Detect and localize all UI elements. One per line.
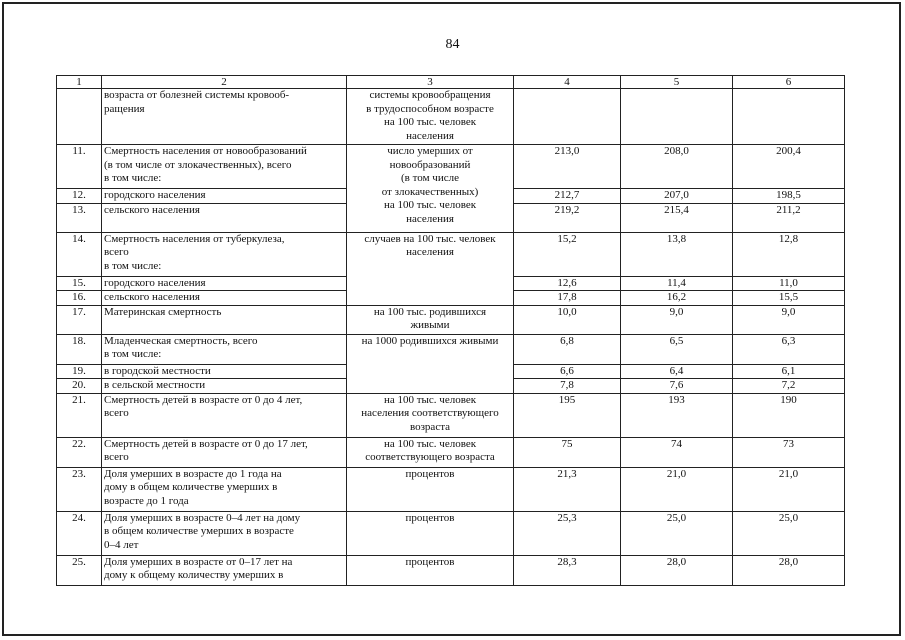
value-col4: 15,2	[514, 232, 621, 276]
table-row	[57, 145, 845, 189]
unit-of-measure: на 100 тыс. человек населения соответствующего возраста	[347, 393, 514, 437]
column-header: 3	[347, 76, 514, 89]
value-col6: 6,1	[733, 364, 845, 379]
indicator-name: Материнская смертность	[102, 305, 347, 334]
value-col6: 211,2	[733, 203, 845, 232]
indicator-name: Смертность детей в возрасте от 0 до 4 лет, всего	[102, 393, 347, 437]
value-col5: 16,2	[621, 291, 733, 306]
value-col4: 75	[514, 437, 621, 467]
row-number: 11.	[57, 145, 102, 189]
row-number: 22.	[57, 437, 102, 467]
table-row	[57, 467, 845, 511]
table-row	[57, 393, 845, 437]
row-number: 17.	[57, 305, 102, 334]
value-col5: 25,0	[621, 511, 733, 555]
statistics-table	[56, 75, 845, 586]
value-col6: 7,2	[733, 379, 845, 394]
row-number: 16.	[57, 291, 102, 306]
value-col6: 6,3	[733, 334, 845, 364]
value-col4: 12,6	[514, 276, 621, 291]
row-number: 19.	[57, 364, 102, 379]
column-header: 1	[57, 76, 102, 89]
column-header: 2	[102, 76, 347, 89]
value-col5: 6,4	[621, 364, 733, 379]
value-col5: 74	[621, 437, 733, 467]
unit-of-measure: на 1000 родившихся живыми	[347, 334, 514, 393]
row-number: 12.	[57, 189, 102, 204]
table-row	[57, 511, 845, 555]
value-col4: 6,8	[514, 334, 621, 364]
indicator-name: Доля умерших в возрасте 0–4 лет на дому в общем количестве умерших в возрасте 0–4 лет	[102, 511, 347, 555]
value-col4: 212,7	[514, 189, 621, 204]
value-col5: 9,0	[621, 305, 733, 334]
table-row	[57, 437, 845, 467]
value-col4: 195	[514, 393, 621, 437]
indicator-name: сельского населения	[102, 291, 347, 306]
value-col6	[733, 89, 845, 145]
value-col6: 190	[733, 393, 845, 437]
row-number: 14.	[57, 232, 102, 276]
value-col5: 215,4	[621, 203, 733, 232]
unit-of-measure: процентов	[347, 511, 514, 555]
value-col5: 207,0	[621, 189, 733, 204]
row-number: 25.	[57, 555, 102, 585]
value-col6: 28,0	[733, 555, 845, 585]
row-number: 18.	[57, 334, 102, 364]
indicator-name: городского населения	[102, 276, 347, 291]
indicator-name: Доля умерших в возрасте от 0–17 лет на дому к общему количеству умерших в	[102, 555, 347, 585]
table-row	[57, 334, 845, 364]
unit-of-measure: число умерших от новообразований (в том числе от злокачественных) на 100 тыс. человек населения	[347, 145, 514, 233]
column-header: 4	[514, 76, 621, 89]
value-col5: 21,0	[621, 467, 733, 511]
row-number: 20.	[57, 379, 102, 394]
value-col6: 9,0	[733, 305, 845, 334]
indicator-name: Смертность населения от новообразований (в том числе от злокачественных), всего в том числе:	[102, 145, 347, 189]
indicator-name: Доля умерших в возрасте до 1 года на дому в общем количестве умерших в возрасте до 1 года	[102, 467, 347, 511]
indicator-name: возраста от болезней системы кровооб- ращения	[102, 89, 347, 145]
column-header: 5	[621, 76, 733, 89]
value-col6: 21,0	[733, 467, 845, 511]
row-number: 15.	[57, 276, 102, 291]
value-col4: 17,8	[514, 291, 621, 306]
value-col6: 198,5	[733, 189, 845, 204]
value-col6: 12,8	[733, 232, 845, 276]
column-header: 6	[733, 76, 845, 89]
value-col4: 21,3	[514, 467, 621, 511]
table-row	[57, 89, 845, 145]
table-header-row	[57, 76, 845, 89]
value-col5: 193	[621, 393, 733, 437]
table-row	[57, 555, 845, 585]
page-number: 84	[445, 37, 460, 52]
row-number: 13.	[57, 203, 102, 232]
indicator-name: Младенческая смертность, всего в том числе:	[102, 334, 347, 364]
row-number: 23.	[57, 467, 102, 511]
value-col6: 11,0	[733, 276, 845, 291]
unit-of-measure: системы кровообращения в трудоспособном возрасте на 100 тыс. человек населения	[347, 89, 514, 145]
value-col6: 15,5	[733, 291, 845, 306]
value-col4: 28,3	[514, 555, 621, 585]
unit-of-measure: процентов	[347, 467, 514, 511]
value-col4: 25,3	[514, 511, 621, 555]
value-col4: 6,6	[514, 364, 621, 379]
value-col6: 73	[733, 437, 845, 467]
row-number: 21.	[57, 393, 102, 437]
unit-of-measure: процентов	[347, 555, 514, 585]
value-col5: 7,6	[621, 379, 733, 394]
indicator-name: в сельской местности	[102, 379, 347, 394]
indicator-name: городского населения	[102, 189, 347, 204]
value-col5: 208,0	[621, 145, 733, 189]
value-col5: 28,0	[621, 555, 733, 585]
indicator-name: Смертность детей в возрасте от 0 до 17 лет, всего	[102, 437, 347, 467]
table-row	[57, 232, 845, 276]
indicator-name: в городской местности	[102, 364, 347, 379]
indicator-name: Смертность населения от туберкулеза, всего в том числе:	[102, 232, 347, 276]
value-col5	[621, 89, 733, 145]
value-col6: 25,0	[733, 511, 845, 555]
value-col4	[514, 89, 621, 145]
value-col6: 200,4	[733, 145, 845, 189]
unit-of-measure: на 100 тыс. родившихся живыми	[347, 305, 514, 334]
value-col5: 11,4	[621, 276, 733, 291]
value-col5: 13,8	[621, 232, 733, 276]
indicator-name: сельского населения	[102, 203, 347, 232]
value-col4: 7,8	[514, 379, 621, 394]
table-row	[57, 305, 845, 334]
value-col5: 6,5	[621, 334, 733, 364]
value-col4: 219,2	[514, 203, 621, 232]
unit-of-measure: на 100 тыс. человек соответствующего возраста	[347, 437, 514, 467]
value-col4: 213,0	[514, 145, 621, 189]
row-number	[57, 89, 102, 145]
value-col4: 10,0	[514, 305, 621, 334]
unit-of-measure: случаев на 100 тыс. человек населения	[347, 232, 514, 305]
row-number: 24.	[57, 511, 102, 555]
